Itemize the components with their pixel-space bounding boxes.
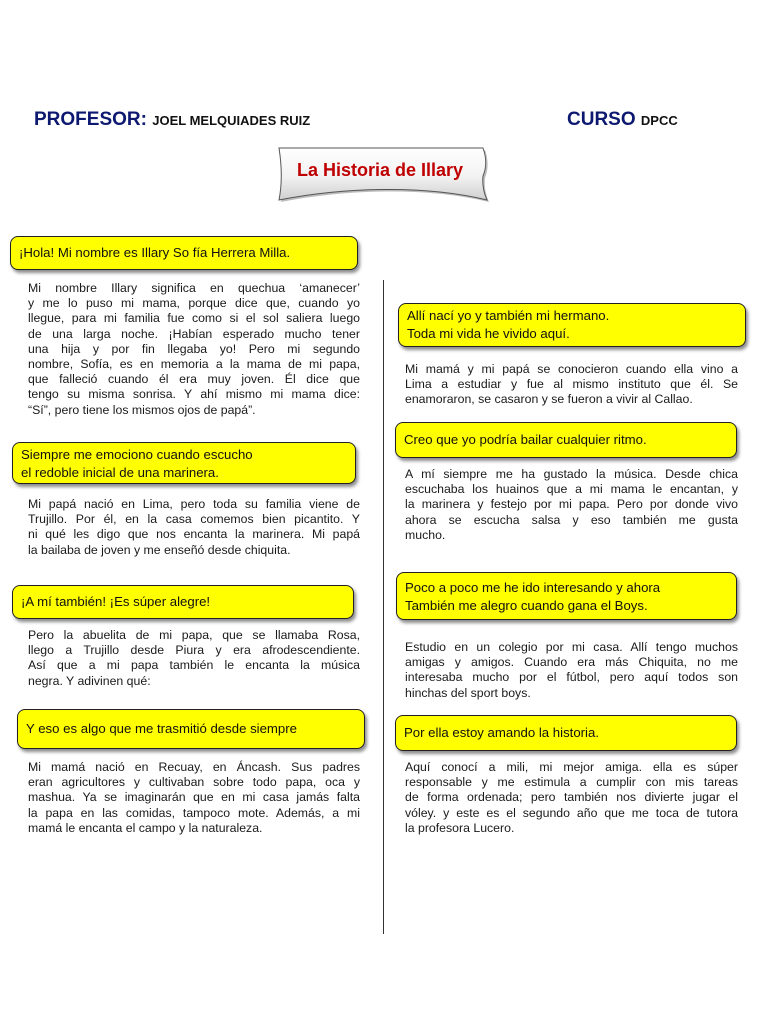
text-line: Lima a estudiar y fue al mismo instituto que él. Se bbox=[405, 377, 738, 392]
text-line: Así que a mi papa también le encanta la música bbox=[28, 658, 360, 673]
text-line: Trujillo. Por él, en la casa comemos bien picantito. Y bbox=[28, 512, 360, 527]
text-line: vóley. y este es el segundo año que me toca de tutora bbox=[405, 805, 738, 820]
highlight-box bbox=[12, 442, 356, 484]
highlight-box bbox=[395, 422, 737, 458]
profesor-name: JOEL MELQUIADES RUIZ bbox=[152, 113, 311, 128]
text-line: ahora se escucha salsa y eso también me gusta bbox=[405, 512, 738, 527]
title-banner bbox=[276, 145, 516, 203]
text-line: mashua. Ya se imaginarán que en mi casa jamás falta bbox=[28, 790, 360, 805]
text-line: negra. Y adivinen qué: bbox=[28, 673, 151, 688]
highlight-box bbox=[10, 236, 358, 270]
text-line: ¡A mí también! ¡Es súper alegre! bbox=[21, 594, 211, 609]
text-line: enamoraron, se casaron y se fueron a vivir al Callao. bbox=[405, 392, 693, 407]
text-line: una hija y por fin llegaba yo! Pero mi segundo bbox=[28, 341, 360, 356]
paragraph bbox=[405, 362, 738, 408]
text-line: También me alegro cuando gana el Boys. bbox=[405, 598, 648, 613]
text-line: Siempre me emociono cuando escucho bbox=[21, 447, 253, 462]
highlight-box bbox=[398, 303, 746, 347]
text-line: escuchaba los huainos que a mi mama le encantan, y bbox=[405, 482, 738, 497]
text-line: A mí siempre me ha gustado la música. Desde chica bbox=[405, 467, 738, 481]
text-line: Pero la abuelita de mi papa, que se llamaba Rosa, bbox=[28, 628, 360, 642]
text-line: “Sí”, pero tiene los mismos ojos de papá”. bbox=[28, 402, 256, 417]
text-line: amigas y amigos. Cuando era más Chiquita, no me bbox=[405, 655, 738, 670]
text-line: la profesora Lucero. bbox=[405, 820, 515, 835]
text-line: Creo que yo podría bailar cualquier ritmo. bbox=[404, 432, 647, 447]
text-line: que falleció cuando él era muy joven. Él dice que bbox=[28, 372, 360, 387]
text-line: interesaba mucho por el fútbol, pero aquí todos son bbox=[405, 670, 738, 685]
text-line: Por ella estoy amando la historia. bbox=[404, 725, 599, 740]
text-line: Mi mamá y mi papá se conocieron cuando ella vino a bbox=[405, 362, 738, 376]
text-line: mucho. bbox=[405, 527, 446, 542]
column-divider bbox=[383, 280, 384, 934]
text-line: y me lo puso mi mama, porque dice que, cuando yo bbox=[28, 296, 360, 311]
text-line: Mi mamá nació en Recuay, en Áncash. Sus padres bbox=[28, 760, 360, 774]
highlight-box bbox=[12, 585, 354, 619]
paragraph bbox=[28, 281, 360, 418]
text-line: Mi papá nació en Lima, pero toda su familia viene de bbox=[28, 497, 360, 511]
paragraph bbox=[405, 640, 738, 701]
text-line: el redoble inicial de una marinera. bbox=[21, 465, 219, 480]
text-line: hinchas del sport boys. bbox=[405, 685, 531, 700]
text-line: ni qué les digo que nos encanta la marinera. Mi papá bbox=[28, 527, 360, 542]
highlight-box bbox=[395, 715, 737, 751]
text-line: nombre, Sofía, es en memoria a la mama de mi papa, bbox=[28, 357, 360, 372]
curso-label: CURSO bbox=[567, 109, 636, 130]
text-line: Mi nombre Illary significa en quechua ‘amanecer’ bbox=[28, 281, 360, 295]
text-line: de forma ordenada; pero también nos divierte jugar el bbox=[405, 790, 738, 805]
text-line: la bailaba de joven y me enseñó desde chiquita. bbox=[28, 542, 291, 557]
curso-heading bbox=[567, 109, 678, 131]
text-line: tengo su misma sonrisa. Y ahí mismo mi mama dice: bbox=[28, 387, 360, 402]
highlight-box bbox=[17, 709, 365, 749]
paragraph bbox=[28, 628, 360, 689]
profesor-label: PROFESOR: bbox=[34, 109, 147, 130]
curso-name: DPCC bbox=[640, 113, 678, 128]
text-line: ¡Hola! Mi nombre es Illary So fía Herrera Milla. bbox=[19, 245, 291, 260]
paragraph bbox=[28, 760, 360, 836]
text-line: Estudio en un colegio por mi casa. Allí tengo muchos bbox=[405, 640, 738, 654]
text-line: Toda mi vida he vivido aquí. bbox=[407, 326, 570, 341]
text-line: Poco a poco me he ido interesando y ahora bbox=[405, 580, 661, 595]
story-title: La Historia de Illary bbox=[296, 160, 464, 180]
paragraph bbox=[405, 467, 738, 543]
paragraph bbox=[28, 497, 360, 558]
text-line: llegue, para mi familia fue como si el sol saliera luego bbox=[28, 311, 360, 326]
text-line: mamá le encanta el campo y la naturaleza. bbox=[28, 820, 263, 835]
text-line: de una larga noche. ¡Habían esperado mucho tener bbox=[28, 326, 360, 341]
profesor-heading bbox=[34, 109, 310, 131]
text-line: Y eso es algo que me trasmitió desde siempre bbox=[26, 721, 297, 736]
text-line: Aquí conocí a mili, mi mejor amiga. ella es súper bbox=[405, 760, 738, 774]
text-line: la marinera y festejo por mi papa. Pero por donde vivo bbox=[405, 497, 738, 512]
text-line: eran agricultores y cultivaban sobre todo papa, oca y bbox=[28, 775, 360, 790]
text-line: llego a Trujillo desde Piura y era afrodescendiente. bbox=[28, 643, 360, 658]
text-line: Allí nací yo y también mi hermano. bbox=[407, 308, 610, 323]
text-line: responsable y me estimula a cumplir con mis tareas bbox=[405, 775, 738, 790]
highlight-box bbox=[396, 572, 737, 620]
text-line: la papa en las comidas, tampoco mote. Además, a mi bbox=[28, 805, 360, 820]
paragraph bbox=[405, 760, 738, 836]
